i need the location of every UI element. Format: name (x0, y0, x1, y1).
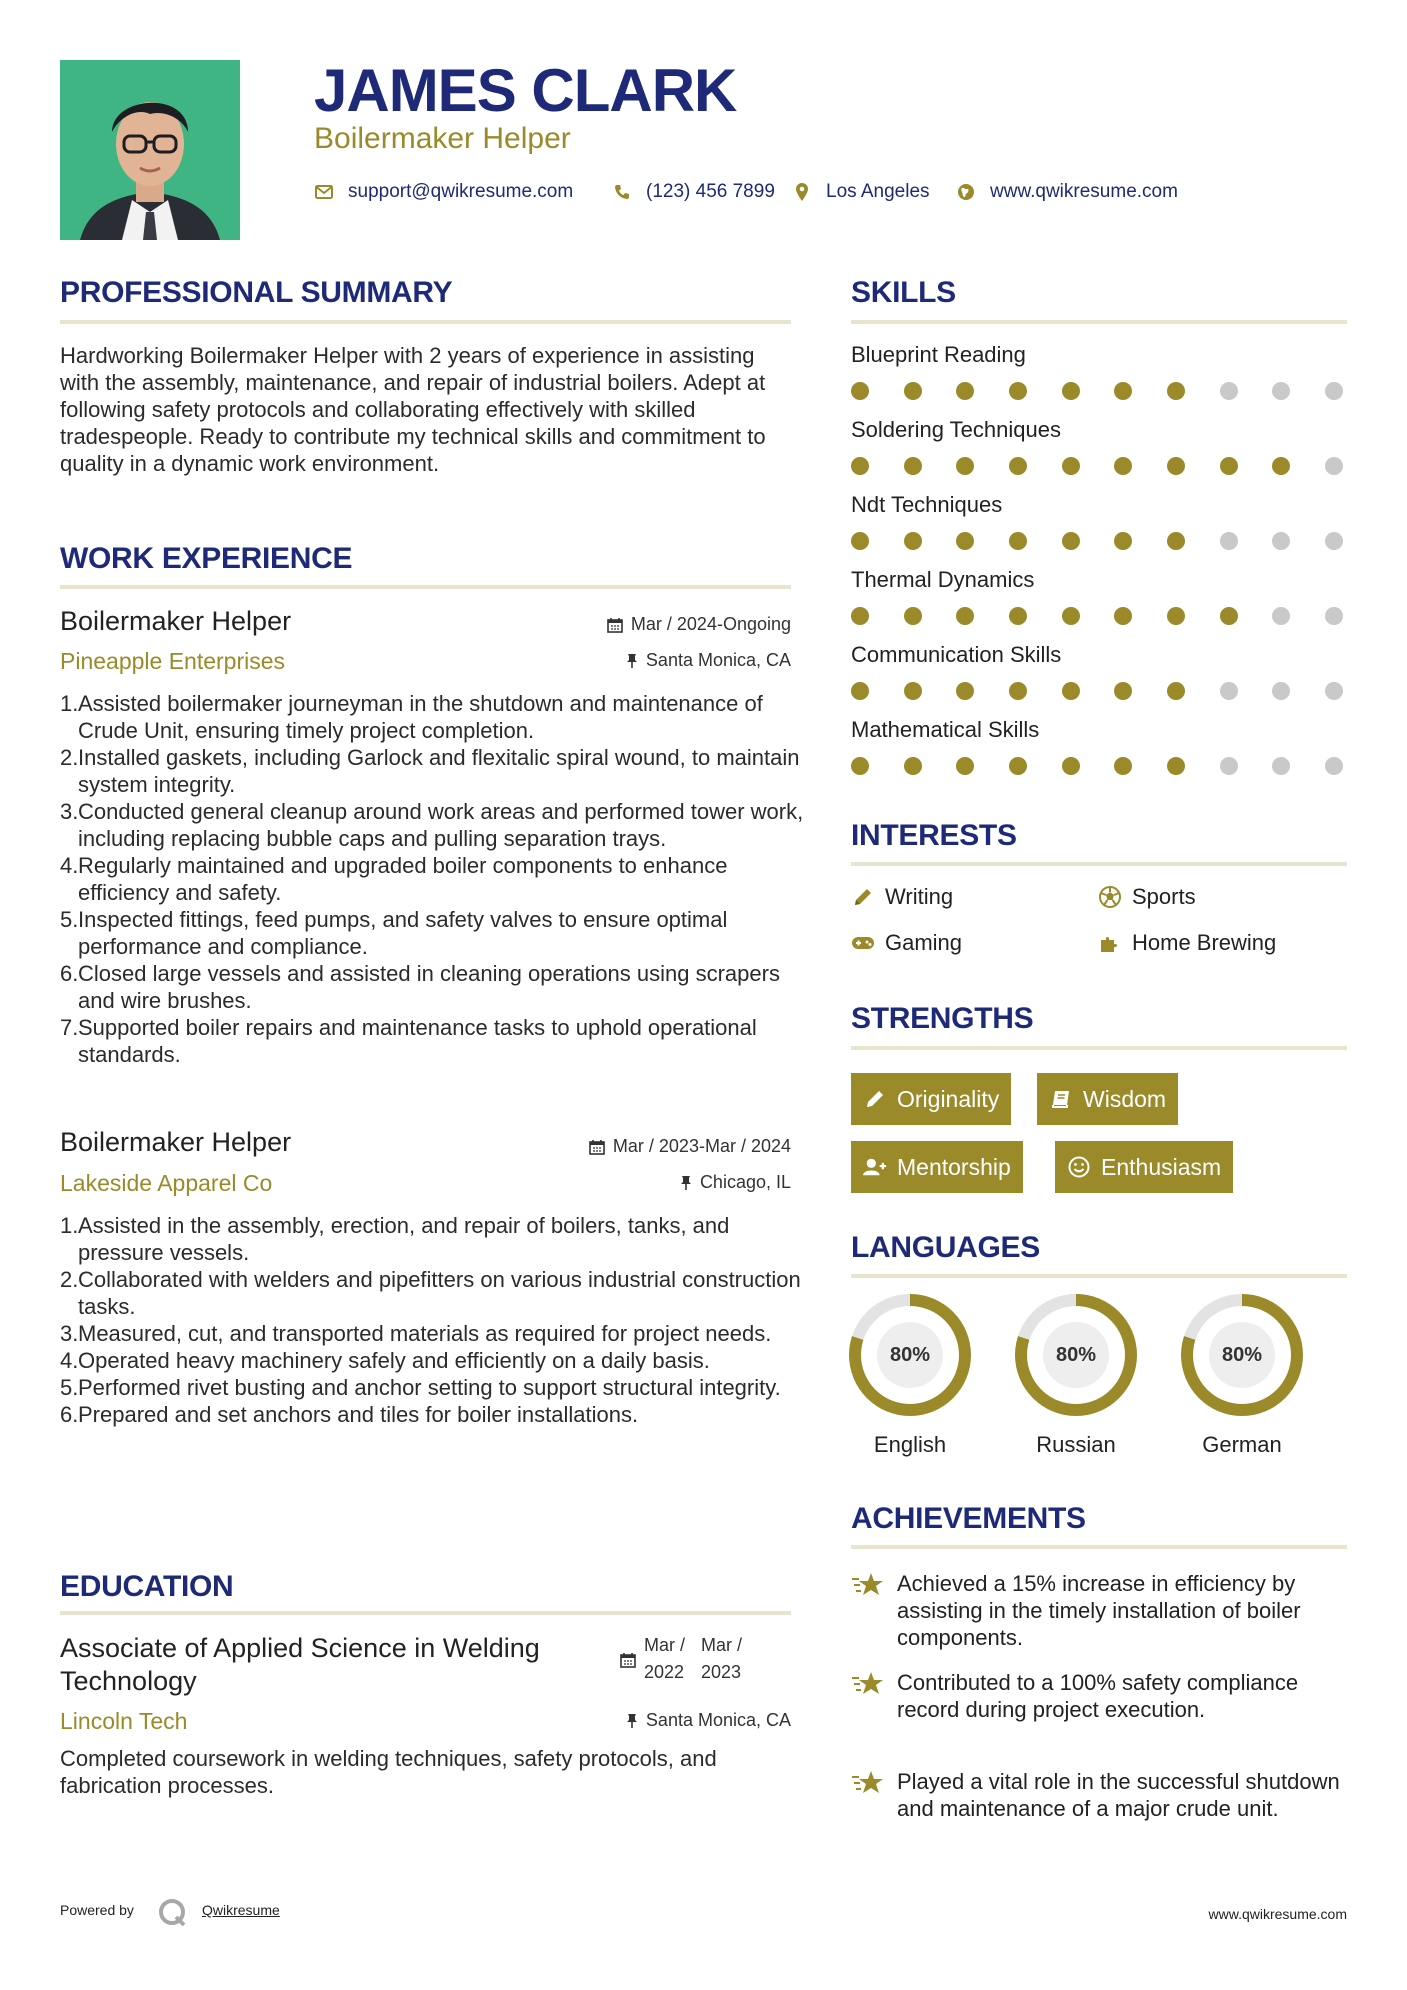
skill-name: Soldering Techniques (851, 417, 1061, 442)
language-name: German (1202, 1432, 1282, 1457)
interests-divider (851, 862, 1347, 866)
education-description: Completed coursework in welding techniques, safety protocols, and fabrication processes. (60, 1746, 717, 1798)
skill-name: Mathematical Skills (851, 717, 1040, 742)
strength-tag (1037, 1073, 1178, 1125)
language-item (1179, 1294, 1305, 1458)
skill-rating-dot (1325, 532, 1343, 550)
job-dates (480, 1136, 791, 1157)
list-item: Inspected fittings, feed pumps, and safety valves to ensure optimal performance and compliance. (78, 907, 728, 959)
interest-item (851, 884, 953, 910)
skill-rating-dot (1114, 457, 1132, 475)
languages-heading: LANGUAGES (851, 1231, 1040, 1264)
profile-photo (60, 60, 240, 240)
summary-text: Hardworking Boilermaker Helper with 2 years of experience in assisting with the assembly, maintenance, and repair of industrial boilers. Adept at following safety protocols and collaborating effectively with skilled tradespeople. Ready to contribute my technical skills and commitment to quality in a dynamic work environment. (60, 343, 766, 476)
skill-rating-dot (1114, 607, 1132, 625)
experience-divider (60, 585, 791, 589)
skill-rating-dot (1167, 682, 1185, 700)
skill-rating-dot (1325, 457, 1343, 475)
achievement-item (851, 1570, 1351, 1651)
skills-heading: SKILLS (851, 276, 956, 309)
user-plus-icon (863, 1155, 887, 1179)
summary-heading: PROFESSIONAL SUMMARY (60, 276, 453, 309)
interest-item (1098, 930, 1276, 956)
skill-rating-dot (1009, 607, 1027, 625)
skill-rating-dot (1009, 682, 1027, 700)
skill-rating-dot (904, 457, 922, 475)
interest-label: Writing (885, 884, 954, 909)
skill-rating (851, 457, 1343, 475)
smile-icon (1067, 1155, 1091, 1179)
phone-icon (612, 182, 632, 202)
skill-rating-dot (956, 607, 974, 625)
pushpin-icon (680, 1175, 692, 1191)
skill-name: Blueprint Reading (851, 342, 1026, 367)
strength-label: Originality (897, 1085, 1000, 1112)
qwikresume-logo-icon (158, 1898, 188, 1933)
achievement-item (851, 1669, 1351, 1723)
language-name: English (873, 1432, 947, 1457)
globe-icon (956, 182, 976, 202)
powered-by-label: Powered by (60, 1902, 134, 1918)
skill-rating-dot (1167, 532, 1185, 550)
skill-rating-dot (1325, 682, 1343, 700)
skill-row (851, 567, 1351, 642)
candidate-role: Boilermaker Helper (314, 122, 571, 155)
map-pin-icon (792, 182, 812, 202)
skill-rating-dot (1220, 457, 1238, 475)
email-text[interactable]: support@qwikresume.com (348, 181, 574, 202)
company-name: Pineapple Enterprises (60, 648, 286, 674)
skill-rating-dot (851, 382, 869, 400)
skill-rating-dot (1114, 757, 1132, 775)
languages-divider (851, 1274, 1347, 1278)
education-divider (60, 1611, 791, 1615)
achievements-heading: ACHIEVEMENTS (851, 1502, 1086, 1535)
strength-tag (851, 1141, 1023, 1193)
contact-website[interactable] (956, 178, 1178, 206)
skill-rating-dot (1062, 607, 1080, 625)
list-item: Supported boiler repairs and maintenance tasks to uphold operational standards. (78, 1015, 757, 1067)
skill-rating-dot (904, 682, 922, 700)
job-location-text: Santa Monica, CA (645, 650, 791, 670)
job-dates-text: Mar / 2024-Ongoing (630, 614, 791, 634)
phone-text[interactable]: (123) 456 7899 (646, 181, 775, 202)
skill-rating-dot (1114, 682, 1132, 700)
soccer-ball-icon (1098, 885, 1122, 909)
skill-rating-dot (1009, 532, 1027, 550)
skill-rating-dot (1220, 532, 1238, 550)
summary-divider (60, 320, 791, 324)
skill-rating-dot (1220, 682, 1238, 700)
language-item (1013, 1294, 1139, 1458)
strength-tag (851, 1073, 1011, 1125)
skill-rating-dot (904, 757, 922, 775)
skill-rating-dot (1272, 607, 1290, 625)
language-item (847, 1294, 973, 1458)
skill-rating-dot (1009, 457, 1027, 475)
job-location-text: Chicago, IL (699, 1172, 791, 1192)
list-item: Conducted general cleanup around work areas and performed tower work, including replacing bubble caps and pulling separation trays. (78, 799, 804, 851)
language-ring (1015, 1294, 1137, 1416)
language-percent: 80% (1043, 1322, 1109, 1388)
list-item: Regularly maintained and upgraded boiler components to enhance efficiency and safety. (78, 853, 728, 905)
skill-rating (851, 757, 1343, 775)
skill-rating-dot (1272, 382, 1290, 400)
skill-rating-dot (1220, 607, 1238, 625)
interest-label: Sports (1132, 884, 1196, 909)
skill-rating-dot (1325, 382, 1343, 400)
job-dates-text: Mar / 2023-Mar / 2024 (612, 1136, 791, 1156)
interest-label: Gaming (885, 930, 963, 955)
skill-rating-dot (904, 607, 922, 625)
skill-rating-dot (1272, 457, 1290, 475)
achievement-text: Contributed to a 100% safety compliance record during project execution. (897, 1670, 1299, 1722)
skill-rating-dot (1167, 382, 1185, 400)
interest-item (851, 930, 962, 956)
achievement-item (851, 1768, 1351, 1822)
list-item: Closed large vessels and assisted in cleaning operations using scrapers and wire brushes. (78, 961, 780, 1013)
skill-rating-dot (851, 532, 869, 550)
list-item: Measured, cut, and transported materials as required for project needs. (78, 1321, 772, 1346)
skill-rating-dot (851, 607, 869, 625)
skill-rating-dot (956, 757, 974, 775)
skill-name: Ndt Techniques (851, 492, 1003, 517)
skill-rating-dot (1062, 532, 1080, 550)
interest-label: Home Brewing (1132, 930, 1277, 955)
skill-rating-dot (1272, 757, 1290, 775)
achievement-text: Achieved a 15% increase in efficiency by assisting in the timely installation of boiler components. (897, 1571, 1301, 1650)
contact-phone[interactable] (612, 178, 775, 206)
job-title: Boilermaker Helper (60, 606, 292, 636)
skills-list (851, 342, 1351, 792)
education-location (480, 1710, 791, 1731)
skill-rating-dot (1220, 382, 1238, 400)
achievement-text: Played a vital role in the successful shutdown and maintenance of a major crude unit. (897, 1769, 1340, 1821)
calendar-icon (589, 1139, 605, 1155)
skill-rating-dot (1325, 607, 1343, 625)
pencil-icon (863, 1087, 887, 1111)
skill-rating-dot (956, 382, 974, 400)
skill-rating-dot (1167, 457, 1185, 475)
pushpin-icon (626, 653, 638, 669)
skill-rating-dot (1220, 757, 1238, 775)
start-date-year: 2022 (644, 1662, 685, 1682)
skill-rating-dot (851, 682, 869, 700)
skill-row (851, 492, 1351, 567)
education-location-text: Santa Monica, CA (645, 1710, 791, 1730)
skill-rating (851, 532, 1343, 550)
skill-rating (851, 382, 1343, 400)
skill-rating-dot (956, 457, 974, 475)
skill-rating-dot (904, 382, 922, 400)
skill-row (851, 417, 1351, 492)
job-title: Boilermaker Helper (60, 1127, 292, 1157)
skill-rating-dot (851, 757, 869, 775)
gamepad-icon (851, 931, 875, 955)
skill-rating-dot (851, 457, 869, 475)
job-location (480, 650, 791, 671)
achievements-divider (851, 1545, 1347, 1549)
contact-email[interactable] (314, 178, 573, 206)
list-item: Prepared and set anchors and tiles for boiler installations. (78, 1402, 639, 1427)
job-location (480, 1172, 791, 1193)
skill-row (851, 717, 1351, 792)
list-item: Collaborated with welders and pipefitters on various industrial construction tasks. (78, 1267, 801, 1319)
skill-rating-dot (1114, 382, 1132, 400)
skill-rating (851, 682, 1343, 700)
language-name: Russian (1036, 1432, 1116, 1457)
strength-tag (1055, 1141, 1233, 1193)
start-date-month: Mar / (644, 1635, 686, 1655)
language-ring (849, 1294, 971, 1416)
website-text[interactable]: www.qwikresume.com (990, 181, 1178, 202)
interests-heading: INTERESTS (851, 819, 1017, 852)
skill-rating-dot (1114, 532, 1132, 550)
list-item: Operated heavy machinery safely and efficiently on a daily basis. (78, 1348, 710, 1373)
pencil-icon (851, 885, 875, 909)
skill-rating-dot (956, 682, 974, 700)
candidate-name: JAMES CLARK (314, 57, 737, 124)
strength-label: Wisdom (1083, 1085, 1167, 1112)
skill-rating-dot (1062, 457, 1080, 475)
education-heading: EDUCATION (60, 1570, 234, 1603)
skill-rating-dot (956, 532, 974, 550)
job-bullets (60, 1212, 818, 1428)
skill-name: Thermal Dynamics (851, 567, 1035, 592)
skill-row (851, 342, 1351, 417)
list-item: Assisted in the assembly, erection, and repair of boilers, tanks, and pressure vessels. (78, 1213, 730, 1265)
skill-rating-dot (1009, 382, 1027, 400)
list-item: Performed rivet busting and anchor setting to support structural integrity. (78, 1375, 781, 1400)
job-dates (480, 614, 791, 635)
skills-divider (851, 320, 1347, 324)
strengths-heading: STRENGTHS (851, 1002, 1034, 1035)
puzzle-icon (1098, 931, 1122, 955)
language-ring (1181, 1294, 1303, 1416)
star-icon (851, 1768, 885, 1798)
pushpin-icon (626, 1713, 638, 1729)
envelope-icon (314, 182, 334, 202)
skill-rating-dot (1009, 757, 1027, 775)
footer-website-link[interactable]: www.qwikresume.com (1208, 1906, 1347, 1922)
star-icon (851, 1669, 885, 1699)
end-date-month: Mar / (701, 1635, 743, 1655)
skill-rating-dot (1167, 607, 1185, 625)
location-text: Los Angeles (826, 181, 930, 202)
language-percent: 80% (1209, 1322, 1275, 1388)
skill-rating-dot (1325, 757, 1343, 775)
skill-rating-dot (904, 532, 922, 550)
list-item: Installed gaskets, including Garlock and flexitalic spiral wound, to maintain system integrity. (78, 745, 800, 797)
strength-label: Mentorship (897, 1153, 1011, 1180)
job-bullets (60, 690, 818, 1068)
language-percent: 80% (877, 1322, 943, 1388)
strengths-divider (851, 1046, 1347, 1050)
company-name: Lakeside Apparel Co (60, 1170, 273, 1196)
skill-rating-dot (1062, 682, 1080, 700)
skill-rating-dot (1062, 757, 1080, 775)
strength-label: Enthusiasm (1101, 1153, 1222, 1180)
education-dates (620, 1632, 795, 1686)
skill-rating-dot (1167, 757, 1185, 775)
star-icon (851, 1570, 885, 1600)
skill-row (851, 642, 1351, 717)
skill-rating-dot (1272, 682, 1290, 700)
skill-rating-dot (1062, 382, 1080, 400)
school-name: Lincoln Tech (60, 1708, 188, 1734)
skill-rating-dot (1272, 532, 1290, 550)
experience-heading: WORK EXPERIENCE (60, 542, 353, 575)
skill-rating (851, 607, 1343, 625)
end-date-year: 2023 (701, 1662, 742, 1682)
calendar-icon (620, 1652, 636, 1668)
list-item: Assisted boilermaker journeyman in the shutdown and maintenance of Crude Unit, ensuring timely project completion. (78, 691, 763, 743)
interest-item (1098, 884, 1196, 910)
brand-link[interactable]: Qwikresume (202, 1902, 280, 1918)
degree-title: Associate of Applied Science in Welding Technology (60, 1633, 540, 1696)
book-icon (1049, 1087, 1073, 1111)
calendar-icon (607, 617, 623, 633)
skill-name: Communication Skills (851, 642, 1062, 667)
contact-location (792, 178, 930, 206)
